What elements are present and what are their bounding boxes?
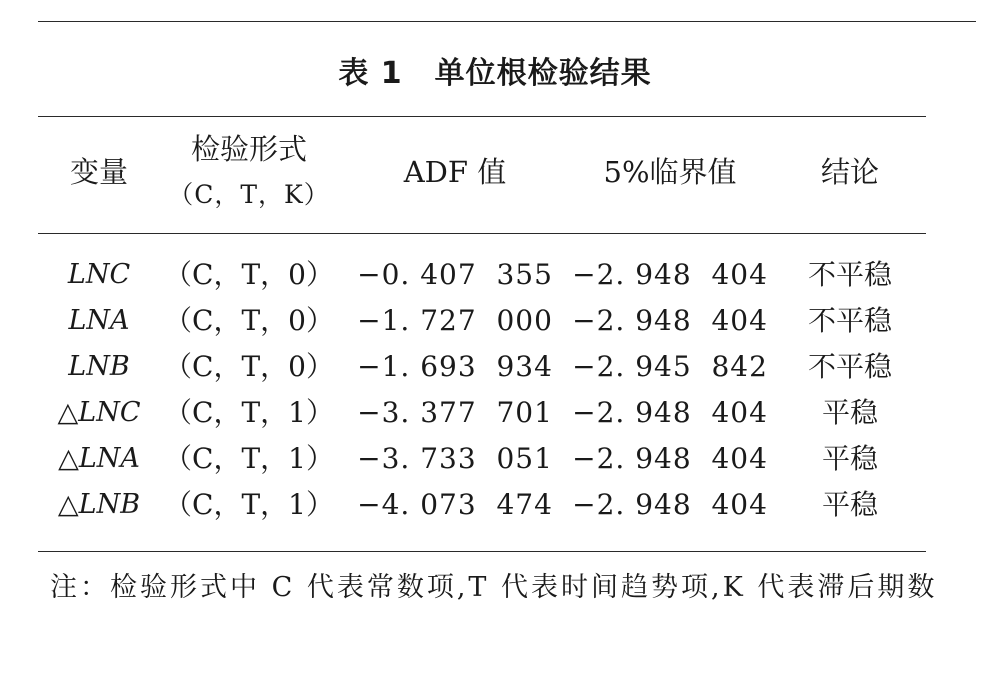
- cell-test-form: （C，T，1）: [164, 488, 334, 521]
- header-test-form: 检验形式: [190, 132, 308, 166]
- table-bottom-rule: [38, 551, 926, 552]
- cell-variable: LNA: [68, 305, 130, 336]
- cell-critical-value: −2. 948 404: [572, 442, 768, 475]
- header-conclusion: 结论: [820, 155, 880, 189]
- cell-adf-value: −0. 407 355: [357, 258, 553, 291]
- cell-conclusion: 不平稳: [807, 258, 893, 291]
- cell-conclusion: 平稳: [821, 396, 879, 429]
- table-caption: [0, 48, 990, 92]
- cell-adf-value: −1. 693 934: [357, 350, 553, 383]
- cell-variable: LNC: [67, 259, 131, 290]
- header-bottom-rule: [38, 233, 926, 234]
- cell-test-form: （C，T，1）: [164, 442, 334, 475]
- table-note: 注：检验形式中 C 代表常数项,T 代表时间趋势项,K 代表滞后期数: [50, 572, 938, 603]
- cell-critical-value: −2. 948 404: [572, 396, 768, 429]
- page-top-rule: [38, 21, 976, 22]
- cell-conclusion: 平稳: [821, 488, 879, 521]
- cell-conclusion: 不平稳: [807, 304, 893, 337]
- cell-variable: △LNB: [57, 489, 141, 520]
- delta-symbol: △: [57, 489, 79, 520]
- table-title: 单位根检验结果: [434, 56, 652, 91]
- cell-variable: △LNA: [58, 443, 140, 474]
- cell-adf-value: −1. 727 000: [357, 304, 553, 337]
- header-test-form-params: （C，T，K）: [168, 180, 330, 209]
- header-critical-value: 5%临界值: [603, 155, 737, 189]
- cell-variable: LNB: [68, 351, 130, 382]
- cell-critical-value: −2. 945 842: [572, 350, 768, 383]
- cell-conclusion: 平稳: [821, 442, 879, 475]
- header-variable: 变量: [69, 155, 129, 189]
- delta-symbol: △: [57, 397, 79, 428]
- cell-test-form: （C，T，0）: [164, 350, 334, 383]
- cell-critical-value: −2. 948 404: [572, 258, 768, 291]
- cell-test-form: （C，T，0）: [164, 304, 334, 337]
- cell-variable: △LNC: [57, 397, 141, 428]
- cell-adf-value: −3. 377 701: [357, 396, 553, 429]
- cell-adf-value: −4. 073 474: [357, 488, 553, 521]
- delta-symbol: △: [58, 443, 79, 474]
- cell-test-form: （C，T，1）: [164, 396, 334, 429]
- cell-critical-value: −2. 948 404: [572, 488, 768, 521]
- header-adf-value: ADF 值: [403, 155, 507, 189]
- table-top-rule: [38, 116, 926, 117]
- cell-conclusion: 不平稳: [807, 350, 893, 383]
- cell-test-form: （C，T，0）: [164, 258, 334, 291]
- cell-critical-value: −2. 948 404: [572, 304, 768, 337]
- table-number: 表 1: [338, 56, 403, 91]
- cell-adf-value: −3. 733 051: [357, 442, 553, 475]
